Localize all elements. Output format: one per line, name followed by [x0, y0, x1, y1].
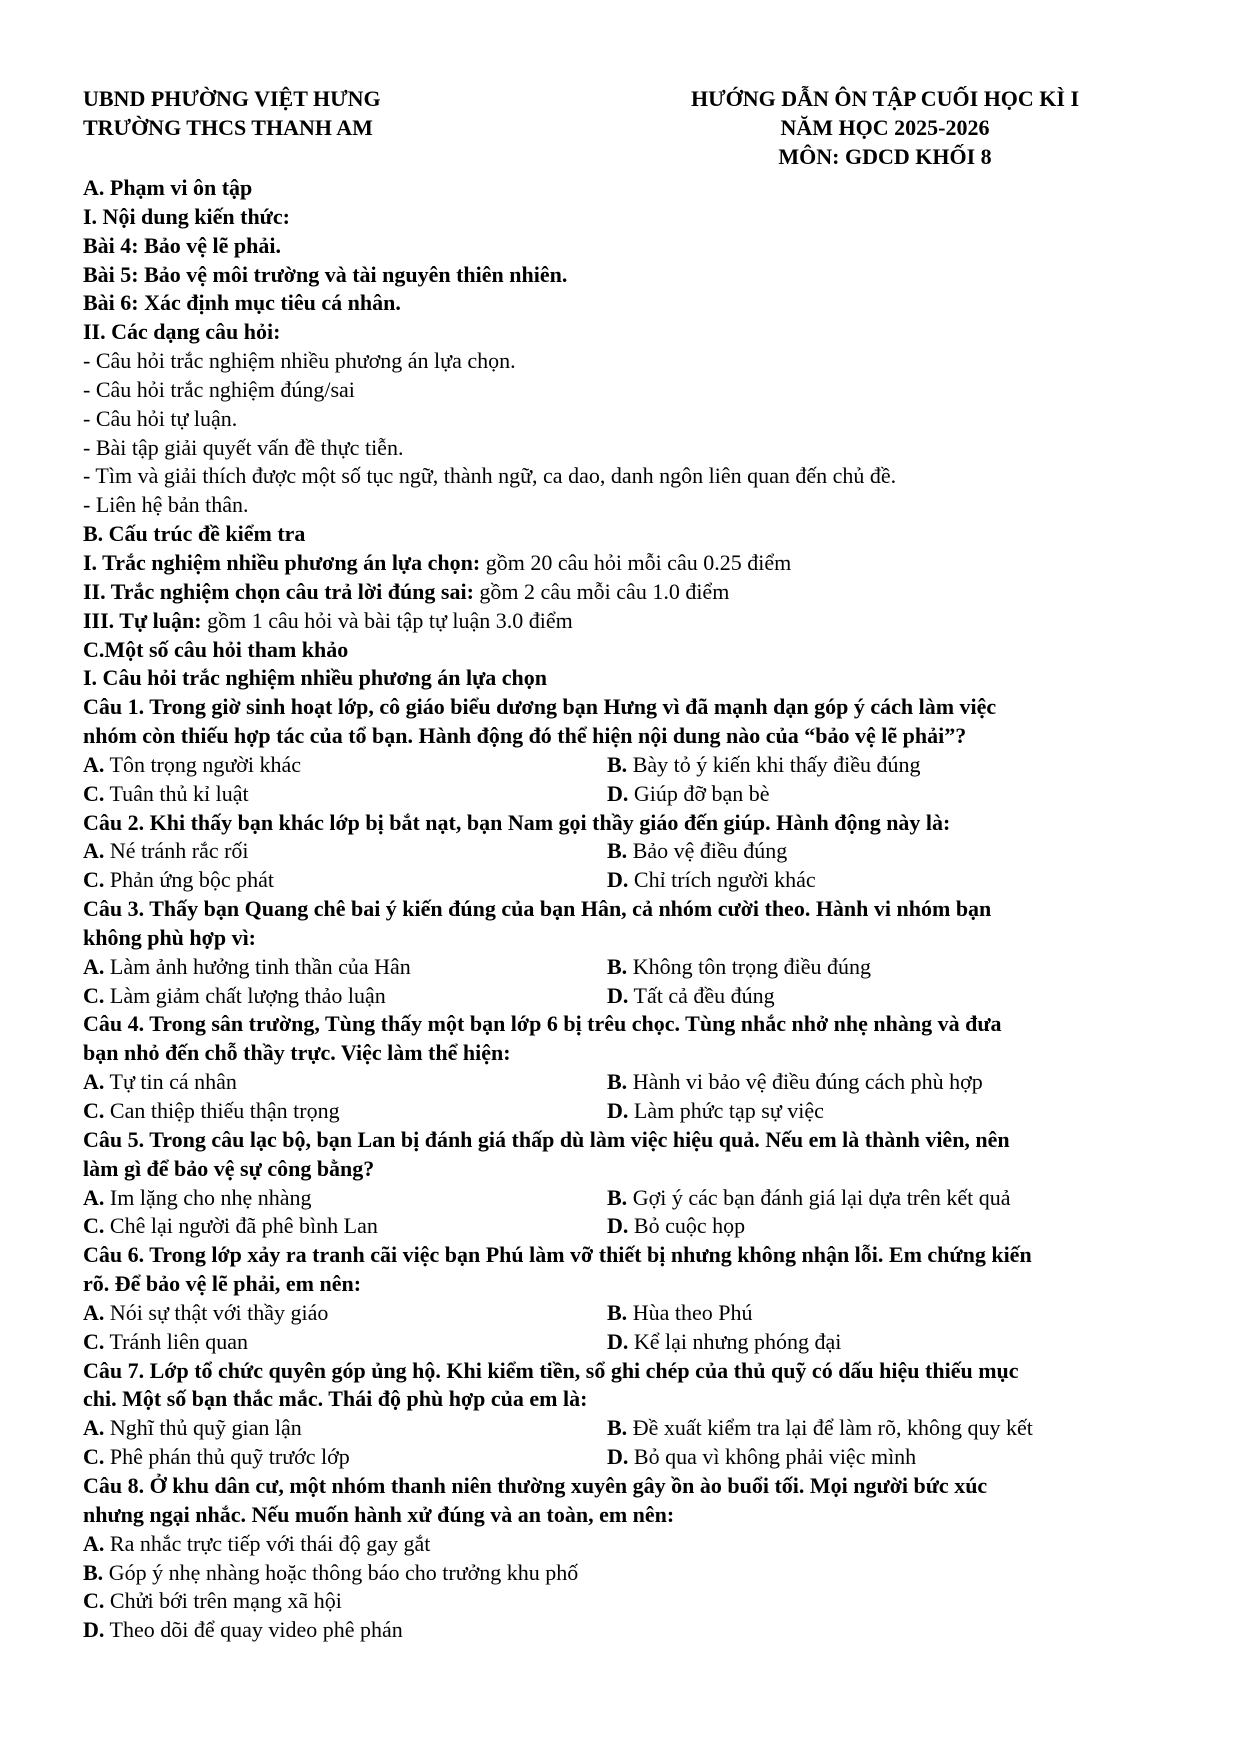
answer-option-b: [607, 751, 1173, 780]
question-type-item: - Liên hệ bản thân.: [83, 492, 249, 518]
answer-row: [83, 837, 1173, 866]
document-title: HƯỚNG DẪN ÔN TẬP CUỐI HỌC KÌ I: [690, 86, 1080, 111]
option-label: D.: [607, 982, 629, 1008]
question-1: [83, 693, 1173, 808]
document-page: [83, 84, 1173, 1645]
option-label: D.: [607, 867, 629, 893]
question-text: Câu 1. Trong giờ sinh hoạt lớp, cô giáo biểu dương bạn Hưng vì đã mạnh dạn góp ý cách làm việc: [83, 694, 997, 720]
answer-option-a: [83, 1184, 607, 1213]
question-text: Câu 6. Trong lớp xảy ra tranh cãi việc bạn Phú làm vỡ thiết bị nhưng không nhận lỗi. Em chứng kiến: [83, 1242, 1032, 1268]
question-text: bạn nhỏ đến chỗ thầy trực. Việc làm thể hiện:: [83, 1040, 511, 1066]
answer-option-d: [607, 1097, 1173, 1126]
option-text: Im lặng cho nhẹ nhàng: [109, 1184, 312, 1210]
option-label: C.: [83, 1588, 105, 1614]
option-label: A.: [83, 751, 105, 777]
answer-option-d: [607, 982, 1173, 1011]
answer-option-b: [607, 1414, 1173, 1443]
option-text: Nói sự thật với thầy giáo: [109, 1299, 329, 1325]
answer-option-c: [83, 1328, 607, 1357]
question-2: [83, 809, 1173, 896]
option-label: A.: [83, 1069, 105, 1095]
question-list: [83, 693, 1173, 1472]
option-label: C.: [83, 780, 105, 806]
section-a-title: A. Phạm vi ôn tập: [83, 175, 253, 200]
option-text: Bỏ cuộc họp: [633, 1213, 746, 1239]
answer-option-c: [83, 780, 607, 809]
answer-option-d: [607, 1328, 1173, 1357]
subject: MÔN: GDCD KHỐI 8: [778, 144, 992, 169]
answer-row: [83, 780, 1173, 809]
structure-item: [83, 607, 1173, 636]
answer-row: [83, 982, 1173, 1011]
option-text: Giúp đỡ bạn bè: [633, 780, 770, 806]
structure-item: [83, 578, 1173, 607]
answer-option-a: [83, 1068, 607, 1097]
lesson-item: Bài 5: Bảo vệ môi trường và tài nguyên thiên nhiên.: [83, 261, 568, 287]
option-label: C.: [83, 867, 105, 893]
answer-option-b: [607, 1068, 1173, 1097]
answer-row: [83, 1068, 1173, 1097]
header-right: [650, 84, 1120, 171]
option-label: B.: [607, 751, 628, 777]
option-text: Chửi bới trên mạng xã hội: [109, 1588, 342, 1614]
question-text: nhóm còn thiếu hợp tác của tổ bạn. Hành động đó thể hiện nội dung nào của “bảo vệ lẽ phải”?: [83, 723, 967, 749]
answer-option-c: [83, 1097, 607, 1126]
structure-label: I. Trắc nghiệm nhiều phương án lựa chọn:: [83, 549, 481, 575]
lesson-item: Bài 6: Xác định mục tiêu cá nhân.: [83, 290, 401, 316]
option-text: Tránh liên quan: [109, 1328, 249, 1354]
section-c-title: C.Một số câu hỏi tham khảo: [83, 636, 349, 662]
option-label: B.: [607, 838, 628, 864]
option-text: Làm giảm chất lượng thảo luận: [109, 982, 386, 1008]
ward-name: UBND PHƯỜNG VIỆT HƯNG: [83, 86, 381, 111]
answer-option-d: [607, 866, 1173, 895]
question-text: Câu 8. Ở khu dân cư, một nhóm thanh niên thường xuyên gây ồn ào buổi tối. Mọi người bức xúc: [83, 1472, 988, 1498]
answer-option-a: [83, 751, 607, 780]
question-text: Câu 3. Thấy bạn Quang chê bai ý kiến đúng của bạn Hân, cả nhóm cười theo. Hành vi nhóm bạn: [83, 896, 992, 922]
answer-row: [83, 866, 1173, 895]
answer-row: [83, 1443, 1173, 1472]
answer-option-c: [83, 982, 607, 1011]
answer-option-a: [83, 837, 607, 866]
header-left: [83, 84, 381, 142]
option-text: Chỉ trích người khác: [633, 867, 816, 893]
option-text: Can thiệp thiếu thận trọng: [109, 1098, 340, 1123]
answer-option-b: [607, 1299, 1173, 1328]
answer-option-b: [607, 837, 1173, 866]
question-type-item: - Câu hỏi trắc nghiệm đúng/sai: [83, 376, 355, 402]
answer-option-c: [83, 1587, 1173, 1616]
question-3: [83, 895, 1173, 1010]
answer-option-c: [83, 1212, 607, 1241]
option-label: A.: [83, 1530, 105, 1556]
answer-option-b: [607, 1184, 1173, 1213]
option-text: Gợi ý các bạn đánh giá lại dựa trên kết quả: [632, 1184, 1011, 1210]
document-body: [83, 174, 1173, 1645]
answer-option-a: [83, 1414, 607, 1443]
option-text: Làm phức tạp sự việc: [633, 1098, 824, 1123]
question-8: [83, 1472, 1173, 1645]
school-year: NĂM HỌC 2025-2026: [780, 115, 990, 140]
answer-row: [83, 1328, 1173, 1357]
structure-text: gồm 1 câu hỏi và bài tập tự luận 3.0 điểm: [201, 607, 573, 633]
answer-option-a: [83, 1299, 607, 1328]
question-text: không phù hợp vì:: [83, 924, 257, 950]
question-text: Câu 7. Lớp tổ chức quyên góp ủng hộ. Khi kiểm tiền, sổ ghi chép của thủ quỹ có dấu hiệu thiếu mục: [83, 1357, 1019, 1383]
answer-row: [83, 1097, 1173, 1126]
question-text: làm gì để bảo vệ sự công bằng?: [83, 1155, 375, 1181]
option-text: Tự tin cá nhân: [109, 1069, 237, 1095]
structure-item: [83, 549, 1173, 578]
option-label: C.: [83, 1444, 105, 1470]
option-label: B.: [607, 1184, 628, 1210]
question-text: chi. Một số bạn thắc mắc. Thái độ phù hợp của em là:: [83, 1386, 588, 1412]
document-header: [83, 84, 1173, 174]
structure-text: gồm 2 câu mỗi câu 1.0 điểm: [473, 578, 730, 604]
question-type-item: - Tìm và giải thích được một số tục ngữ, thành ngữ, ca dao, danh ngôn liên quan đến chủ đề.: [83, 463, 897, 489]
option-label: B.: [607, 1415, 628, 1441]
answer-row: [83, 1299, 1173, 1328]
option-text: Làm ảnh hưởng tinh thần của Hân: [109, 953, 411, 979]
option-label: D.: [607, 1213, 629, 1239]
option-text: Né tránh rắc rối: [109, 838, 249, 864]
answer-row: [83, 1414, 1173, 1443]
question-type-item: - Bài tập giải quyết vấn đề thực tiễn.: [83, 434, 404, 460]
answer-option-b: [607, 953, 1173, 982]
question-text: Câu 4. Trong sân trường, Tùng thấy một bạn lớp 6 bị trêu chọc. Tùng nhắc nhở nhẹ nhàng và đưa: [83, 1011, 1002, 1037]
option-label: B.: [607, 1069, 628, 1095]
option-text: Ra nhắc trực tiếp với thái độ gay gắt: [109, 1530, 431, 1556]
option-label: C.: [83, 1098, 105, 1123]
option-label: C.: [83, 1328, 105, 1354]
answer-option-d: [607, 780, 1173, 809]
option-label: C.: [83, 1213, 105, 1239]
option-label: A.: [83, 1184, 105, 1210]
option-label: D.: [607, 1098, 629, 1123]
option-label: B.: [607, 1299, 628, 1325]
option-text: Nghĩ thủ quỹ gian lận: [109, 1415, 302, 1441]
question-text: Câu 5. Trong câu lạc bộ, bạn Lan bị đánh giá thấp dù làm việc hiệu quả. Nếu em là thành viên, nên: [83, 1126, 1010, 1152]
answer-option-d: [607, 1443, 1173, 1472]
section-b-title: B. Cấu trúc đề kiểm tra: [83, 521, 306, 547]
answer-option-a: [83, 1530, 1173, 1559]
option-text: Phản ứng bộc phát: [109, 867, 274, 893]
answer-row: [83, 1212, 1173, 1241]
option-text: Chê lại người đã phê bình Lan: [109, 1213, 378, 1239]
question-type-item: - Câu hỏi tự luận.: [83, 405, 238, 431]
option-label: B.: [83, 1559, 104, 1585]
question-6: [83, 1241, 1173, 1356]
option-label: D.: [83, 1617, 105, 1643]
question-text: nhưng ngại nhắc. Nếu muốn hành xử đúng và an toàn, em nên:: [83, 1501, 675, 1527]
multiple-choice-title: I. Câu hỏi trắc nghiệm nhiều phương án lựa chọn: [83, 665, 548, 691]
option-label: D.: [607, 1328, 629, 1354]
question-text: rõ. Để bảo vệ lẽ phải, em nên:: [83, 1271, 362, 1297]
answer-row: [83, 953, 1173, 982]
option-label: A.: [83, 1415, 105, 1441]
structure-label: II. Trắc nghiệm chọn câu trả lời đúng sai:: [83, 578, 474, 604]
answer-option-a: [83, 953, 607, 982]
answer-option-c: [83, 866, 607, 895]
answer-option-b: [83, 1559, 1173, 1588]
question-type-item: - Câu hỏi trắc nghiệm nhiều phương án lựa chọn.: [83, 348, 516, 374]
option-text: Đề xuất kiểm tra lại để làm rõ, không quy kết: [632, 1415, 1033, 1441]
structure-text: gồm 20 câu hỏi mỗi câu 0.25 điểm: [480, 549, 792, 575]
question-5: [83, 1126, 1173, 1241]
option-text: Góp ý nhẹ nhàng hoặc thông báo cho trưởng khu phố: [108, 1559, 579, 1585]
option-label: A.: [83, 1299, 105, 1325]
option-text: Tất cả đều đúng: [633, 982, 775, 1008]
option-label: D.: [607, 1444, 629, 1470]
answer-row: [83, 1184, 1173, 1213]
option-label: C.: [83, 982, 105, 1008]
answer-row: [83, 751, 1173, 780]
option-text: Theo dõi để quay video phê phán: [109, 1617, 403, 1643]
question-types-title: II. Các dạng câu hỏi:: [83, 319, 281, 345]
option-label: A.: [83, 953, 105, 979]
option-label: D.: [607, 780, 629, 806]
structure-label: III. Tự luận:: [83, 607, 202, 633]
option-label: B.: [607, 953, 628, 979]
option-text: Tôn trọng người khác: [109, 751, 302, 777]
knowledge-title: I. Nội dung kiến thức:: [83, 203, 290, 229]
question-4: [83, 1010, 1173, 1125]
option-text: Bày tỏ ý kiến khi thấy điều đúng: [632, 751, 921, 777]
option-label: A.: [83, 838, 105, 864]
answer-option-d: [83, 1616, 1173, 1645]
answer-option-c: [83, 1443, 607, 1472]
option-text: Hùa theo Phú: [632, 1299, 753, 1325]
option-text: Bỏ qua vì không phải việc mình: [633, 1444, 917, 1470]
question-text: Câu 2. Khi thấy bạn khác lớp bị bắt nạt, bạn Nam gọi thầy giáo đến giúp. Hành động này là:: [83, 809, 951, 835]
lesson-item: Bài 4: Bảo vệ lẽ phải.: [83, 232, 282, 258]
option-text: Phê phán thủ quỹ trước lớp: [109, 1444, 350, 1470]
option-text: Không tôn trọng điều đúng: [632, 953, 872, 979]
question-7: [83, 1357, 1173, 1472]
option-text: Kể lại nhưng phóng đại: [633, 1328, 842, 1354]
option-text: Bảo vệ điều đúng: [632, 838, 788, 864]
option-text: Tuân thủ kỉ luật: [109, 780, 249, 806]
option-text: Hành vi bảo vệ điều đúng cách phù hợp: [632, 1069, 983, 1095]
school-name: TRƯỜNG THCS THANH AM: [83, 115, 373, 140]
answer-option-d: [607, 1212, 1173, 1241]
